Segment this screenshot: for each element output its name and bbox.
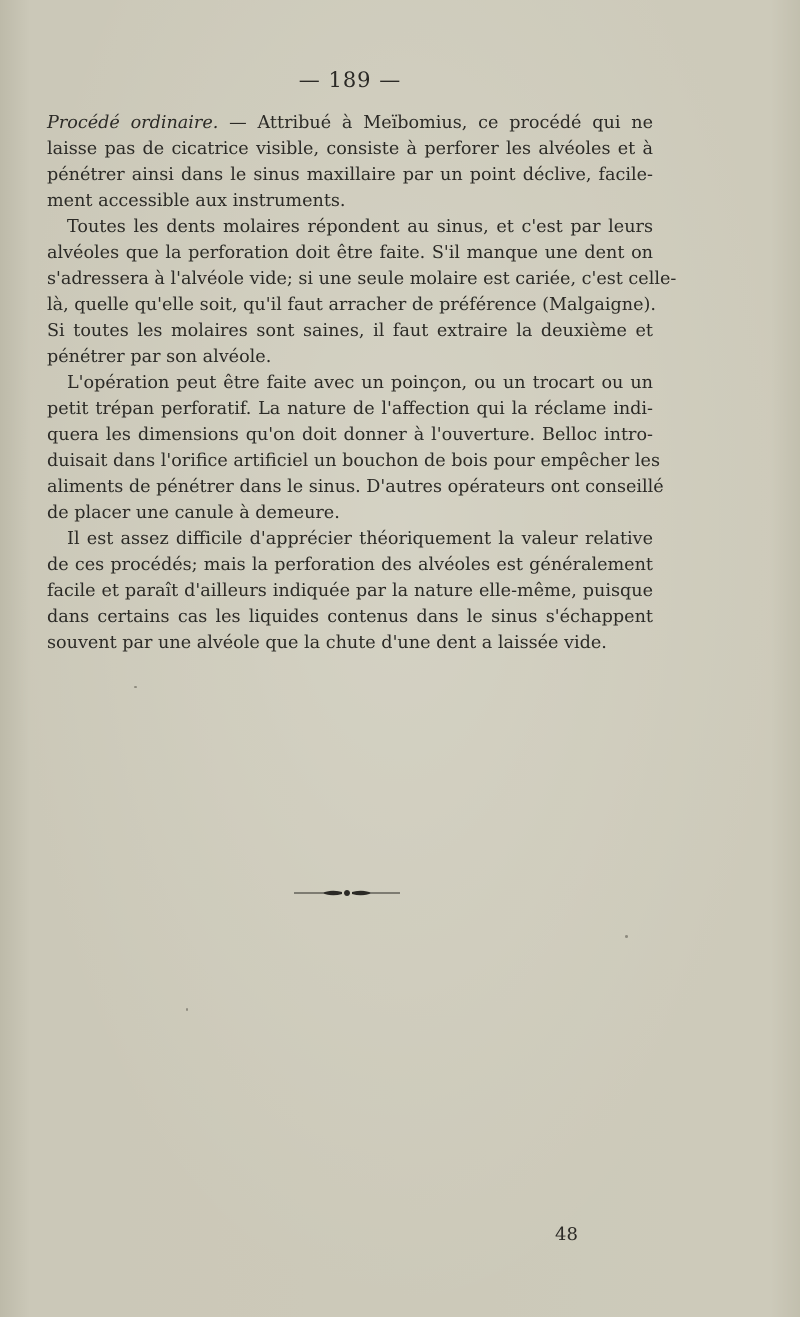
text-line-content: — Attribué à Meïbomius, ce procédé qui ne <box>218 113 653 133</box>
text-line: pénétrer par son alvéole. <box>47 347 272 367</box>
text-line: de placer une canule à demeure. <box>47 503 340 523</box>
section-heading: Procédé ordinaire. <box>47 113 219 133</box>
text-line: Si toutes les molaires sont saines, il faut extraire la deuxième et <box>47 321 653 341</box>
text-line: là, quelle qu'elle soit, qu'il faut arracher de préférence (Malgaigne). <box>47 295 656 315</box>
text-line: ment accessible aux instruments. <box>47 191 346 211</box>
text-line <box>47 110 653 136</box>
paper-speck <box>134 686 137 688</box>
text-line: laisse pas de cicatrice visible, consiste à perforer les alvéoles et à <box>47 139 653 159</box>
paper-speck <box>625 935 628 938</box>
text-line: s'adressera à l'alvéole vide; si une seule molaire est cariée, c'est celle- <box>47 269 677 289</box>
text-line: de ces procédés; mais la perforation des alvéoles est généralement <box>47 555 653 575</box>
text-line: Il est assez difficile d'apprécier théoriquement la valeur relative <box>67 529 653 549</box>
text-line: souvent par une alvéole que la chute d'une dent a laissée vide. <box>47 633 607 653</box>
text-line: Toutes les dents molaires répondent au sinus, et c'est par leurs <box>67 217 653 237</box>
text-line: dans certains cas les liquides contenus dans le sinus s'échappent <box>47 607 653 627</box>
text-line: quera les dimensions qu'on doit donner à l'ouverture. Belloc intro- <box>47 425 653 445</box>
text-line: alvéoles que la perforation doit être faite. S'il manque une dent on <box>47 243 653 263</box>
text-line: aliments de pénétrer dans le sinus. D'autres opérateurs ont conseillé <box>47 477 664 497</box>
text-line: duisait dans l'orifice artificiel un bouchon de bois pour empêcher les <box>47 451 660 471</box>
signature-mark: 48 <box>555 1224 578 1245</box>
body-text <box>47 110 677 656</box>
end-ornament-icon <box>292 886 402 900</box>
text-line: petit trépan perforatif. La nature de l'affection qui la réclame indi- <box>47 399 653 419</box>
text-line: L'opération peut être faite avec un poinçon, ou un trocart ou un <box>67 373 653 393</box>
page-number: — 189 — <box>298 68 402 92</box>
paper-speck <box>186 1008 188 1011</box>
text-line: pénétrer ainsi dans le sinus maxillaire par un point déclive, facile- <box>47 165 653 185</box>
text-line: facile et paraît d'ailleurs indiquée par la nature elle-même, puisque <box>47 581 653 601</box>
